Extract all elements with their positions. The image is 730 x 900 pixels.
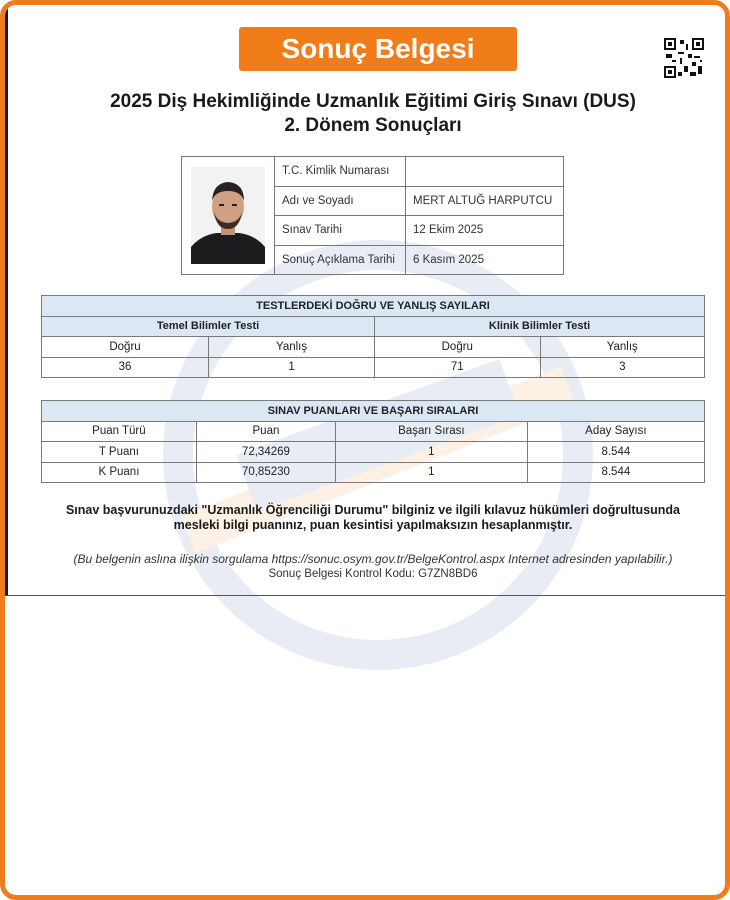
note-line: mesleki bilgi puanınız, puan kesintisi yapılmaksızın hesaplanmıştır. [173, 518, 573, 532]
table-cell: 3 [540, 357, 704, 378]
table-cell: 1 [336, 462, 528, 483]
identity-info [275, 157, 563, 274]
identity-label: Sınav Tarihi [275, 216, 406, 246]
page-badge: Sonuç Belgesi [239, 27, 517, 71]
column-header: Yanlış [540, 337, 704, 358]
column-header: Yanlış [209, 337, 375, 358]
control-code: Sonuç Belgesi Kontrol Kodu: G7ZN8BD6 [268, 568, 478, 580]
table-cell: 70,85230 [196, 462, 335, 483]
photo-cell [182, 157, 275, 274]
table-row [42, 442, 705, 463]
correct-wrong-table [41, 295, 705, 378]
table-row [42, 462, 705, 483]
column-header: Aday Sayısı [527, 421, 704, 442]
column-header: Doğru [42, 337, 209, 358]
table-cell: 8.544 [527, 462, 704, 483]
scores-table [41, 400, 705, 483]
table-cell: T Puanı [42, 442, 197, 463]
table-heading: TESTLERDEKİ DOĞRU VE YANLIŞ SAYILARI [42, 296, 705, 317]
table-heading: SINAV PUANLARI VE BAŞARI SIRALARI [42, 401, 705, 422]
table-cell: 72,34269 [196, 442, 335, 463]
table-cell: 71 [375, 357, 540, 378]
identity-box [181, 156, 564, 275]
result-document [5, 5, 725, 596]
identity-label: Adı ve Soyadı [275, 187, 406, 217]
column-header: Puan [196, 421, 335, 442]
test-group-basic: Temel Bilimler Testi [42, 316, 375, 337]
identity-value: MERT ALTUĞ HARPUTCU [406, 187, 563, 217]
table-cell: K Puanı [42, 462, 197, 483]
note-line: Sınav başvurunuzdaki "Uzmanlık Öğrenciliği Durumu" bilginiz ve ilgili kılavuz hükümleri doğrultusunda [65, 503, 681, 517]
identity-label: T.C. Kimlik Numarası [275, 157, 406, 187]
verification-text: (Bu belgenin aslına ilişkin sorgulama https://sonuc.osym.gov.tr/BelgeKontrol.aspx Internet adresinden yapılabilir.) [73, 552, 673, 566]
result-note [8, 503, 730, 533]
test-group-clinical: Klinik Bilimler Testi [375, 316, 705, 337]
exam-subtitle: 2. Dönem Sonuçları [284, 115, 462, 136]
column-header: Doğru [375, 337, 540, 358]
column-header: Puan Türü [42, 421, 197, 442]
identity-value: 12 Ekim 2025 [406, 216, 563, 246]
column-header: Başarı Sırası [336, 421, 528, 442]
exam-title: 2025 Diş Hekimliğinde Uzmanlık Eğitimi Giriş Sınavı (DUS) [110, 91, 636, 112]
table-cell: 8.544 [527, 442, 704, 463]
identity-value: 6 Kasım 2025 [413, 254, 484, 267]
qr-code-icon [664, 38, 704, 78]
table-cell: 36 [42, 357, 209, 378]
identity-value [406, 157, 563, 187]
identity-label: Sonuç Açıklama Tarihi [275, 246, 406, 276]
candidate-photo [191, 167, 265, 264]
table-cell: 1 [209, 357, 375, 378]
table-cell: 1 [336, 442, 528, 463]
